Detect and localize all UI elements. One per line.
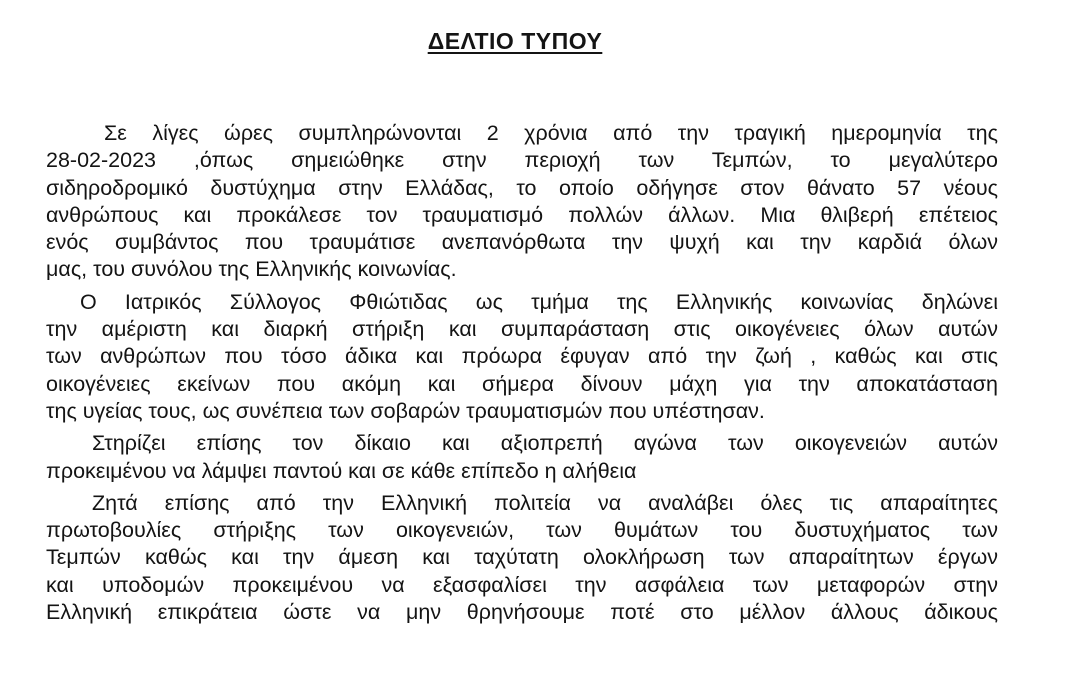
paragraph-line: Στηρίζει επίσης τον δίκαιο και αξιοπρεπή αγώνα των οικογενειών αυτών [92, 431, 998, 456]
paragraph-line: σιδηροδρομικό δυστύχημα στην Ελλάδας, το οποίο οδήγησε στον θάνατο 57 νέους [46, 175, 998, 200]
paragraph-line: Ελληνική επικράτεια ώστε να μην θρηνήσουμε ποτέ στο μέλλον άλλους άδικους [46, 600, 998, 625]
paragraph-line: και υποδομών προκειμένου να εξασφαλίσει την ασφάλεια των μεταφορών στην [46, 572, 998, 597]
paragraph-line: πρωτοβουλίες στήριξης των οικογενειών, των θυμάτων του δυστυχήματος των [46, 518, 998, 543]
paragraph-4 [46, 490, 998, 626]
paragraph-line: της υγείας τους, ως συνέπεια των σοβαρών τραυματισμών που υπέστησαν. [46, 398, 765, 423]
paragraph-line: Σε λίγες ώρες συμπληρώνονται 2 χρόνια από την τραγική ημερομηνία της [104, 121, 998, 145]
paragraph-line: ενός συμβάντος που τραυμάτισε ανεπανόρθωτα την ψυχή και την καρδιά όλων [46, 230, 998, 255]
paragraph-line: ανθρώπους και προκάλεσε τον τραυματισμό πολλών άλλων. Μια θλιβερή επέτειος [46, 202, 998, 227]
paragraph-line: προκειμένου να λάμψει παντού και σε κάθε επίπεδο η αλήθεια [46, 458, 637, 483]
paragraph-line: την αμέριστη και διαρκή στήριξη και συμπαράσταση στις οικογένειες όλων αυτών [46, 317, 998, 342]
paragraph-line: Ζητά επίσης από την Ελληνική πολιτεία να αναλάβει όλες τις απαραίτητες [92, 490, 998, 515]
paragraph-line: οικογένειες εκείνων που ακόμη και σήμερα δίνουν μάχη για την αποκατάσταση [46, 371, 998, 396]
paragraph-line: Τεμπών καθώς και την άμεση και ταχύτατη ολοκλήρωση των απαραίτητων έργων [46, 545, 998, 570]
paragraph-1 [46, 120, 998, 284]
paragraph-2 [46, 289, 998, 425]
paragraph-line: μας, του συνόλου της Ελληνικής κοινωνίας. [46, 257, 457, 282]
paragraph-line: 28-02-2023 ,όπως σημειώθηκε στην περιοχή των Τεμπών, το μεγαλύτερο [46, 148, 998, 173]
paragraph-line: των ανθρώπων που τόσο άδικα και πρόωρα έφυγαν από την ζωή , καθώς και στις [46, 344, 998, 369]
document-title: ΔΕΛΤΙΟ ΤΥΠΟΥ [427, 28, 603, 54]
document-body [46, 120, 998, 626]
paragraph-line: Ο Ιατρικός Σύλλογος Φθιώτιδας ως τμήμα της Ελληνικής κοινωνίας δηλώνει [80, 289, 998, 314]
paragraph-3 [46, 430, 998, 485]
